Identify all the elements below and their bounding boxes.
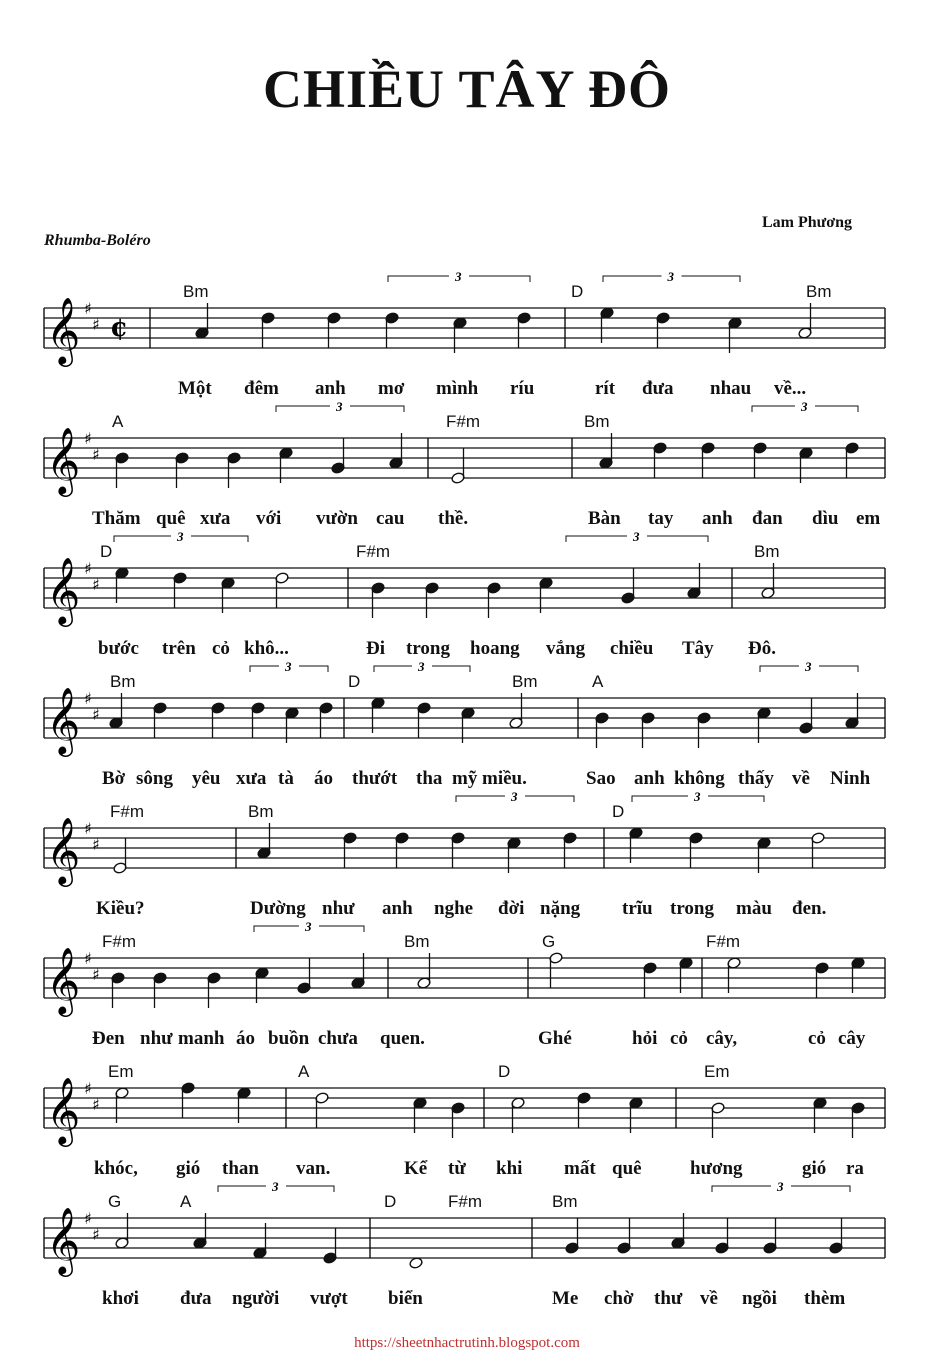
lyric-syllable: em <box>856 508 881 529</box>
lyric-syllable: Me <box>552 1288 579 1309</box>
triplet-number: 3 <box>177 529 184 544</box>
lyric-syllable: đan <box>752 508 783 529</box>
lyric-syllable: buồn <box>268 1028 310 1049</box>
treble-clef-icon: 𝄞 <box>46 686 81 754</box>
chord-symbol: F#m <box>356 542 390 561</box>
lyric-syllable: như <box>322 898 355 919</box>
chord-symbol: D <box>384 1192 397 1211</box>
triplet-number: 3 <box>272 1179 279 1194</box>
chord-symbol: F#m <box>446 412 480 431</box>
lyric-syllable: thư <box>654 1288 683 1309</box>
chord-symbol: Bm <box>552 1192 578 1211</box>
triplet-number: 3 <box>285 659 292 674</box>
lyric-syllable: với <box>256 508 282 529</box>
lyric-syllable: áo <box>236 1028 255 1049</box>
lyric-syllable: mơ <box>378 378 405 399</box>
lyric-syllable: ra <box>846 1158 864 1179</box>
lyric-syllable: miều. <box>482 768 527 789</box>
sharp-icon: ♯ <box>92 835 100 854</box>
lyric-syllable: rít <box>595 378 616 399</box>
lyric-syllable: thấy <box>738 768 774 789</box>
triplet-number: 3 <box>805 659 812 674</box>
lyric-syllable: không <box>674 768 725 789</box>
lyric-syllable: trong <box>406 638 450 659</box>
lyric-syllable: cây <box>838 1028 866 1049</box>
lyric-syllable: màu <box>736 898 772 919</box>
staff <box>0 1050 934 1175</box>
staff-system <box>0 659 934 789</box>
lyric-syllable: vắng <box>546 638 586 659</box>
lyric-syllable: bước <box>98 638 139 659</box>
chord-symbol: D <box>612 802 625 821</box>
lyric-syllable: Ghé <box>538 1028 572 1049</box>
lyric-syllable: về <box>700 1288 718 1309</box>
sharp-icon: ♯ <box>92 445 100 464</box>
chord-symbol: A <box>112 412 124 431</box>
lyric-syllable: cây, <box>706 1028 738 1049</box>
triplet-number: 3 <box>336 399 343 414</box>
chord-symbol: F#m <box>110 802 144 821</box>
lyric-syllable: khơi <box>102 1288 139 1309</box>
lyric-syllable: nặng <box>540 898 581 919</box>
lyric-syllable: khi <box>496 1158 523 1179</box>
lyric-syllable: về... <box>774 378 807 399</box>
lyric-syllable: đưa <box>642 378 674 399</box>
lyric-syllable: gió <box>802 1158 827 1179</box>
lyric-syllable: đen. <box>792 898 827 919</box>
chord-symbol: D <box>100 542 113 561</box>
lyric-syllable: mất <box>564 1158 596 1179</box>
lyric-syllable: khóc, <box>94 1158 138 1179</box>
sharp-icon: ♯ <box>84 819 92 838</box>
lyric-syllable: áo <box>314 768 333 789</box>
chord-symbol: G <box>108 1192 122 1211</box>
triplet-number: 3 <box>667 269 674 284</box>
chord-symbol: Bm <box>806 282 832 301</box>
lyric-syllable: yêu <box>192 768 221 789</box>
sharp-icon: ♯ <box>84 429 92 448</box>
lyric-syllable: Thăm <box>92 508 141 529</box>
triplet-number: 3 <box>455 269 462 284</box>
lyric-syllable: thèm <box>804 1288 846 1309</box>
lyric-syllable: vườn <box>316 508 358 529</box>
sharp-icon: ♯ <box>84 949 92 968</box>
lyric-syllable: quen. <box>380 1028 425 1049</box>
triplet-number: 3 <box>801 399 808 414</box>
lyric-syllable: chờ <box>604 1288 634 1309</box>
lyric-syllable: Kể <box>404 1158 428 1179</box>
chord-symbol: F#m <box>448 1192 482 1211</box>
sharp-icon: ♯ <box>84 689 92 708</box>
lyric-syllable: biển <box>388 1288 423 1309</box>
lyric-syllable: cỏ <box>212 638 230 659</box>
triplet-number: 3 <box>511 789 518 804</box>
lyric-syllable: mình <box>436 378 479 399</box>
lyric-syllable: người <box>232 1288 280 1309</box>
sharp-icon: ♯ <box>92 1095 100 1114</box>
staff <box>0 920 934 1045</box>
sharp-icon: ♯ <box>84 559 92 578</box>
lyric-syllable: dìu <box>812 508 839 529</box>
note-head <box>409 1257 423 1270</box>
lyric-syllable: van. <box>296 1158 331 1179</box>
lyric-syllable: Bàn <box>588 508 621 529</box>
cut-time-icon: ¢ <box>110 313 129 343</box>
chord-symbol: A <box>180 1192 192 1211</box>
composer: Lam Phương <box>762 214 853 231</box>
lyric-syllable: đưa <box>180 1288 212 1309</box>
lyric-syllable: Đi <box>366 638 385 659</box>
lyric-syllable: hỏi <box>632 1028 658 1049</box>
treble-clef-icon: 𝄞 <box>46 556 81 624</box>
lyric-syllable: chưa <box>318 1028 358 1049</box>
chord-symbol: F#m <box>706 932 740 951</box>
lyric-syllable: Tây <box>682 638 714 659</box>
lyric-syllable: nghe <box>434 898 474 919</box>
sharp-icon: ♯ <box>92 705 100 724</box>
chord-symbol: A <box>592 672 604 691</box>
chord-symbol: Bm <box>404 932 430 951</box>
lyric-syllable: về <box>792 768 810 789</box>
lyric-syllable: anh <box>382 898 413 919</box>
lyric-syllable: tay <box>648 508 674 529</box>
chord-symbol: Bm <box>110 672 136 691</box>
lyric-syllable: tha <box>416 768 443 789</box>
staff-system <box>0 399 934 529</box>
triplet-number: 3 <box>305 919 312 934</box>
treble-clef-icon: 𝄞 <box>46 1206 81 1274</box>
sharp-icon: ♯ <box>92 315 100 334</box>
chord-symbol: D <box>571 282 584 301</box>
chord-symbol: G <box>542 932 556 951</box>
lyric-syllable: Sao <box>586 768 616 789</box>
chord-symbol: Bm <box>584 412 610 431</box>
sharp-icon: ♯ <box>84 1209 92 1228</box>
chord-symbol: Bm <box>754 542 780 561</box>
sharp-icon: ♯ <box>84 1079 92 1098</box>
footer-url[interactable]: https://sheetnhactrutinh.blogspot.com <box>354 1335 580 1351</box>
staff <box>0 270 934 395</box>
staff <box>0 530 934 655</box>
sharp-icon: ♯ <box>92 1225 100 1244</box>
lyric-syllable: Đen <box>92 1028 125 1049</box>
treble-clef-icon: 𝄞 <box>46 426 81 494</box>
lyric-syllable: manh <box>178 1028 225 1049</box>
lyric-syllable: Kiều? <box>96 898 145 919</box>
lyric-syllable: Bờ <box>102 768 126 789</box>
lyric-syllable: từ <box>448 1158 466 1179</box>
sharp-icon: ♯ <box>84 299 92 318</box>
lyric-syllable: tà <box>278 768 294 789</box>
lyric-syllable: hương <box>690 1158 743 1179</box>
treble-clef-icon: 𝄞 <box>46 296 81 364</box>
lyric-syllable: cỏ <box>808 1028 826 1049</box>
treble-clef-icon: 𝄞 <box>46 946 81 1014</box>
lyric-syllable: Ninh <box>830 768 871 789</box>
staff-system <box>0 269 934 399</box>
lyric-syllable: anh <box>315 378 346 399</box>
lyric-syllable: như <box>140 1028 173 1049</box>
chord-symbol: D <box>498 1062 511 1081</box>
staff-system <box>0 529 934 659</box>
rhythm-style: Rhumba-Boléro <box>44 232 151 249</box>
lyric-syllable: khô... <box>244 638 289 659</box>
lyric-syllable: thướt <box>352 768 398 789</box>
staff-system <box>0 1050 934 1179</box>
lyric-syllable: trên <box>162 638 196 659</box>
lyric-syllable: hoang <box>470 638 520 659</box>
chord-symbol: Em <box>108 1062 134 1081</box>
staff-system <box>0 1179 934 1309</box>
song-title: CHIỀU TÂY ĐÔ <box>262 59 672 119</box>
lyric-syllable: mỹ <box>452 768 478 789</box>
lyric-syllable: cỏ <box>670 1028 688 1049</box>
triplet-number: 3 <box>633 529 640 544</box>
chord-symbol: Bm <box>183 282 209 301</box>
chord-symbol: D <box>348 672 361 691</box>
lyric-syllable: cau <box>376 508 405 529</box>
triplet-number: 3 <box>694 789 701 804</box>
lyric-syllable: Đô. <box>748 638 776 659</box>
chord-symbol: F#m <box>102 932 136 951</box>
chord-symbol: Bm <box>248 802 274 821</box>
lyric-syllable: trong <box>670 898 714 919</box>
lyric-syllable: gió <box>176 1158 201 1179</box>
chord-symbol: Em <box>704 1062 730 1081</box>
lyric-syllable: xưa <box>236 768 267 789</box>
lyric-syllable: than <box>222 1158 259 1179</box>
sharp-icon: ♯ <box>92 965 100 984</box>
staff-system <box>0 789 934 919</box>
lyric-syllable: Một <box>178 378 212 399</box>
triplet-number: 3 <box>777 1179 784 1194</box>
sharp-icon: ♯ <box>92 575 100 594</box>
lyric-syllable: Dường <box>250 898 306 919</box>
staff <box>0 660 934 785</box>
treble-clef-icon: 𝄞 <box>46 1076 81 1144</box>
lyric-syllable: quê <box>156 508 186 529</box>
lyric-syllable: anh <box>702 508 733 529</box>
lyric-syllable: trĩu <box>622 898 653 919</box>
lyric-syllable: đêm <box>244 378 279 399</box>
triplet-number: 3 <box>418 659 425 674</box>
lyric-syllable: chiều <box>610 638 654 659</box>
chord-symbol: Bm <box>512 672 538 691</box>
lyric-syllable: đời <box>498 898 525 919</box>
treble-clef-icon: 𝄞 <box>46 816 81 884</box>
staff-system <box>0 919 934 1049</box>
lyric-syllable: vượt <box>310 1288 348 1309</box>
lyric-syllable: ríu <box>510 378 535 399</box>
lyric-syllable: nhau <box>710 378 752 399</box>
lyric-syllable: sông <box>136 768 173 789</box>
lyric-syllable: quê <box>612 1158 642 1179</box>
chord-symbol: A <box>298 1062 310 1081</box>
lyric-syllable: xưa <box>200 508 231 529</box>
lyric-syllable: ngồi <box>742 1288 777 1309</box>
lyric-syllable: thề. <box>438 508 469 529</box>
lyric-syllable: anh <box>634 768 665 789</box>
